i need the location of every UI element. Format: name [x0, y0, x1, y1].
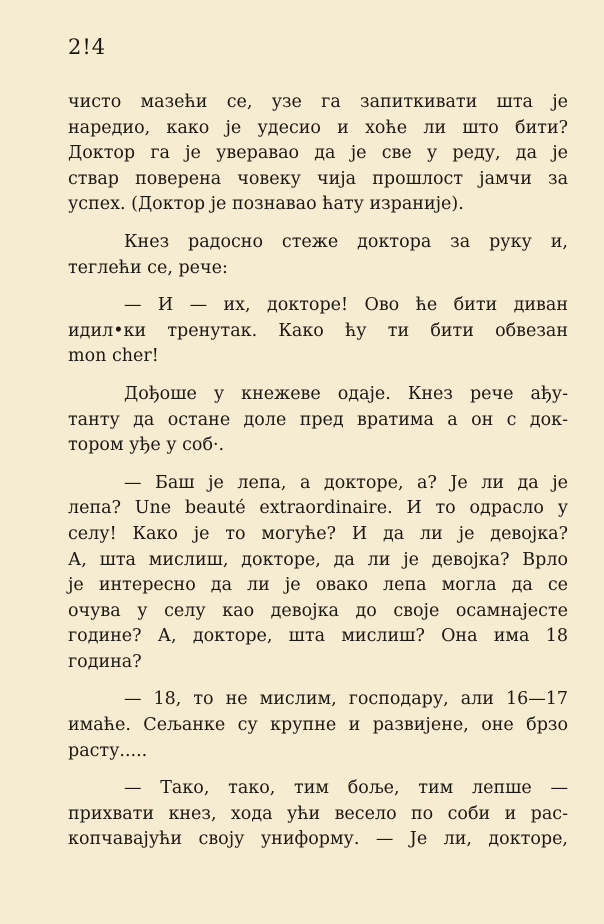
text-line: ствар поверена човеку чија прошлост јамчи за: [68, 168, 568, 189]
paragraph: [68, 230, 568, 281]
text-line: идил•ки тренутак. Како ћу ти бити обвезан: [68, 320, 568, 341]
text-line: Дођоше у кнежеве одаје. Кнез рече ађу-: [124, 383, 568, 404]
paragraph: [68, 90, 568, 218]
paragraph: [68, 293, 568, 370]
text-line: је интересно да ли је овако лепа могла да се: [68, 575, 568, 596]
text-line: — Баш је лепа, а докторе, а? Је ли да је: [124, 472, 568, 493]
paragraph: [68, 776, 568, 853]
text-line: очува у селу као девојка до своје осамнаjесте: [68, 600, 568, 621]
text-line: чисто мазећи се, узе га запиткивати шта је: [68, 92, 568, 112]
text-line: танту да остане доле пред вратима а он с док-: [68, 409, 568, 430]
text-line: — Тако, тако, тим боље, тим лепше —: [124, 778, 568, 799]
text-line: Кнез радосно стеже доктора за руку и,: [124, 231, 568, 252]
text-line: расту.....: [68, 740, 148, 761]
text-line: Доктор га је уверавао да је све у реду, да је: [68, 143, 568, 164]
text-line: mon cher!: [68, 346, 159, 367]
text-line: А, шта мислиш, докторе, да ли је девојка? Врло: [68, 549, 568, 570]
text-line: — 18, то не мислим, господару, али 16—17: [124, 689, 568, 710]
text-line: имаће. Сељанке су крупне и развијене, оне брзо: [68, 715, 568, 736]
text-line: година?: [68, 651, 142, 672]
page-number: 2!4: [68, 35, 107, 59]
paragraph: [68, 382, 568, 459]
text-line: успех. (Доктор је познавао ћату изранијe).: [68, 194, 464, 215]
text-line: теглећи се, рече:: [68, 257, 228, 278]
text-line: тором уђе у соб·.: [68, 435, 225, 456]
text-line: прихвати кнез, хода ући весело по соби и рас-: [68, 803, 568, 824]
text-line: наредио, како је удесио и хоће ли што бити?: [68, 117, 568, 138]
paragraph: [68, 687, 568, 764]
text-line: године? А, докторе, шта мислиш? Она има 18: [68, 626, 568, 647]
text-line: селу! Како је то могуће? И да ли је девојка?: [68, 523, 568, 544]
text-line: лепа? Une beauté extraordinaire. И то одрасло у: [68, 498, 568, 519]
text-line: копчавајући своју униформу. — Је ли, докторе,: [68, 829, 568, 850]
paragraph: [68, 471, 568, 676]
body-text: [68, 90, 568, 853]
text-line: — И — их, докторе! Ово ће бити диван: [124, 295, 568, 316]
